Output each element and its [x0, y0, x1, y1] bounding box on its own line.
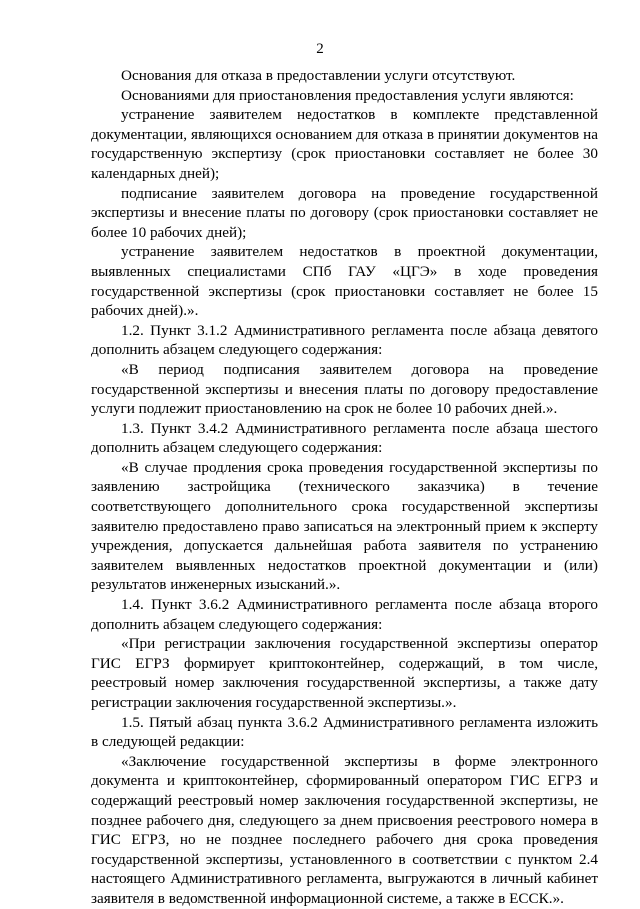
document-body [91, 66, 598, 909]
paragraph-item-1-3-quote: «В случае продления срока проведения государственной экспертизы по заявлению застройщика (технического заказчика) в течение соответствующего дополнительного срока государственной экспертизы заявителю предоставлено право записаться на электронный прием к эксперту учреждения, допускается дальнейшая работа заявителя по устранению заявителем выявленных недостатков проектной документации и (или) результатов инженерных изысканий.». [91, 458, 598, 594]
paragraph-item-1-4-quote: «При регистрации заключения государственной экспертизы оператор ГИС ЕГРЗ формирует криптоконтейнер, содержащий, в том числе, реестровый номер заключения государственной экспертизы, а также дату регистрации заключения государственной экспертизы.». [91, 635, 598, 711]
page-number: 2 [316, 41, 324, 57]
paragraph-item-1-5-quote: «Заключение государственной экспертизы в форме электронного документа и криптоконтейнер, сформированный оператором ГИС ЕГРЗ и содержащий реестровый номер заключения государственной экспертизы, не позднее рабочего дня, следующего за днем присвоения реестрового номера в ГИС ЕГРЗ, но не позднее последнего рабочего дня срока проведения государственной экспертизы, установленного в соответствии с пунктом 2.4 настоящего Административного регламента, выгружаются в личный кабинет заявителя в ведомственной информационной системе, а также в ЕССК.». [91, 752, 598, 907]
paragraph-suspension-grounds-intro: Основаниями для приостановления предоставления услуги являются: [121, 86, 574, 104]
paragraph-item-1-3: 1.3. Пункт 3.4.2 Административного регламента после абзаца шестого дополнить абзацем следующего содержания: [91, 419, 598, 457]
paragraph-suspension-ground-2: подписание заявителем договора на проведение государственной экспертизы и внесение платы по договору (срок приостановки составляет не более 10 рабочих дней); [91, 184, 598, 241]
paragraph-item-1-2-quote: «В период подписания заявителем договора на проведение государственной экспертизы и внесения платы по договору предоставление услуги подлежит приостановлению на срок не более 10 рабочих дней.». [91, 360, 598, 418]
paragraph-no-refusal-grounds: Основания для отказа в предоставлении услуги отсутствуют. [121, 67, 516, 84]
paragraph-suspension-ground-1: устранение заявителем недостатков в комплекте представленной документации, являющихся основанием для отказа в принятии документов на государственную экспертизу (срок приостановки составляет не более 30 календарных дней); [91, 106, 598, 182]
paragraph-item-1-4: 1.4. Пункт 3.6.2 Административного регламента после абзаца второго дополнить абзацем следующего содержания: [91, 596, 598, 633]
paragraph-item-1-2: 1.2. Пункт 3.1.2 Административного регламента после абзаца девятого дополнить абзацем следующего содержания: [91, 321, 598, 359]
paragraph-item-1-5: 1.5. Пятый абзац пункта 3.6.2 Административного регламента изложить в следующей редакции: [91, 713, 598, 751]
paragraph-suspension-ground-3: устранение заявителем недостатков в проектной документации, выявленных специалистами СПб ГАУ «ЦГЭ» в ходе проведения государственной экспертизы (срок приостановки составляет не более 15 рабочих дней).». [91, 243, 598, 320]
